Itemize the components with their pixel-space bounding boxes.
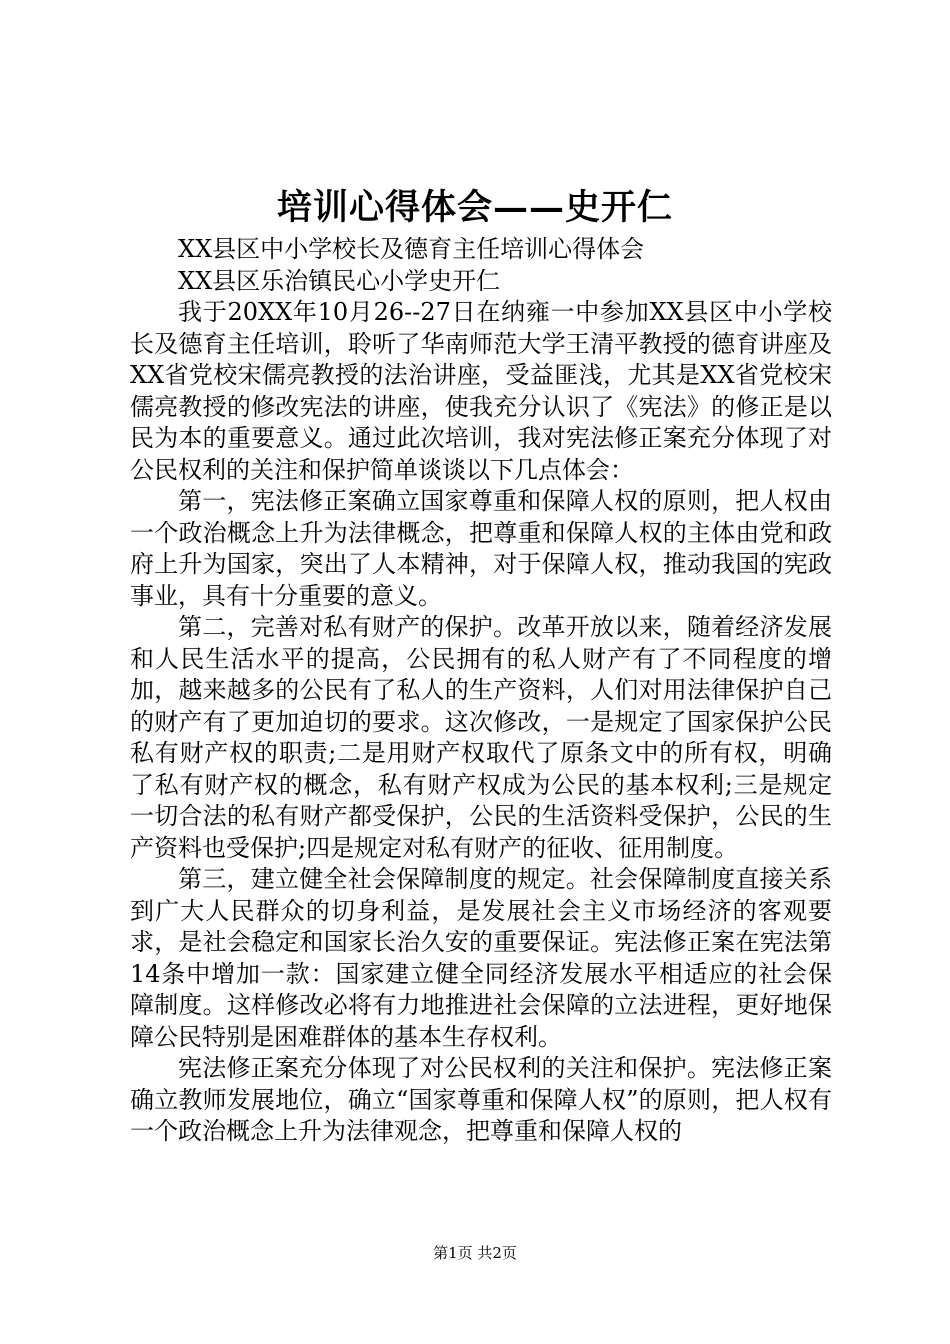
page-footer: 第1页 共2页 [433,1244,517,1262]
paragraph-conclusion: 宪法修正案充分体现了对公民权利的关注和保护。宪法修正案确立教师发展地位，确立“国家尊重和保障人权”的原则，把人权有一个政治概念上升为法律观念，把尊重和保障人权的 [130,1054,832,1145]
paragraph-intro: 我于20XX年10月26--27日在纳雍一中参加XX县区中小学校长及德育主任培训，聆听了华南师范大学王清平教授的德育讲座及XX省党校宋儒亮教授的法治讲座，受益匪浅，尤其是XX省党校宋儒亮教授的修改宪法的讲座，使我充分认识了《宪法》的修正是以民为本的重要意义。通过此次培训，我对宪法修正案充分体现了对公民权利的关注和保护简单谈谈以下几点体会： [130,298,832,484]
paragraph-second: 第二，完善对私有财产的保护。改革开放以来，随着经济发展和人民生活水平的提高，公民拥有的私人财产有了不同程度的增加，越来越多的公民有了私人的生产资料，人们对用法律保护自己的财产有了更加迫切的要求。这次修改，一是规定了国家保护公民私有财产权的职责;二是用财产权取代了原条文中的所有权，明确了私有财产权的概念，私有财产权成为公民的基本权利;三是规定一切合法的私有财产都受保护，公民的生活资料受保护，公民的生产资料也受保护;四是规定对私有财产的征收、征用制度。 [130,613,832,862]
paragraph-first: 第一，宪法修正案确立国家尊重和保障人权的原则，把人权由一个政治概念上升为法律概念，把尊重和保障人权的主体由党和政府上升为国家，突出了人本精神，对于保障人权，推动我国的宪政事业，具有十分重要的意义。 [130,487,832,610]
document-title: 培训心得体会——史开仁 [276,187,673,228]
paragraph-third: 第三，建立健全社会保障制度的规定。社会保障制度直接关系到广大人民群众的切身利益，是发展社会主义市场经济的客观要求，是社会稳定和国家长治久安的重要保证。宪法修正案在宪法第14条中增加一款：国家建立健全同经济发展水平相适应的社会保障制度。这样修改必将有力地推进社会保障的立法进程，更好地保障公民特别是困难群体的基本生存权利。 [130,865,832,1051]
document-body [130,234,832,1148]
author-line: XX县区乐治镇民心小学史开仁 [178,266,501,295]
subtitle-line: XX县区中小学校长及德育主任培训心得体会 [178,235,645,263]
